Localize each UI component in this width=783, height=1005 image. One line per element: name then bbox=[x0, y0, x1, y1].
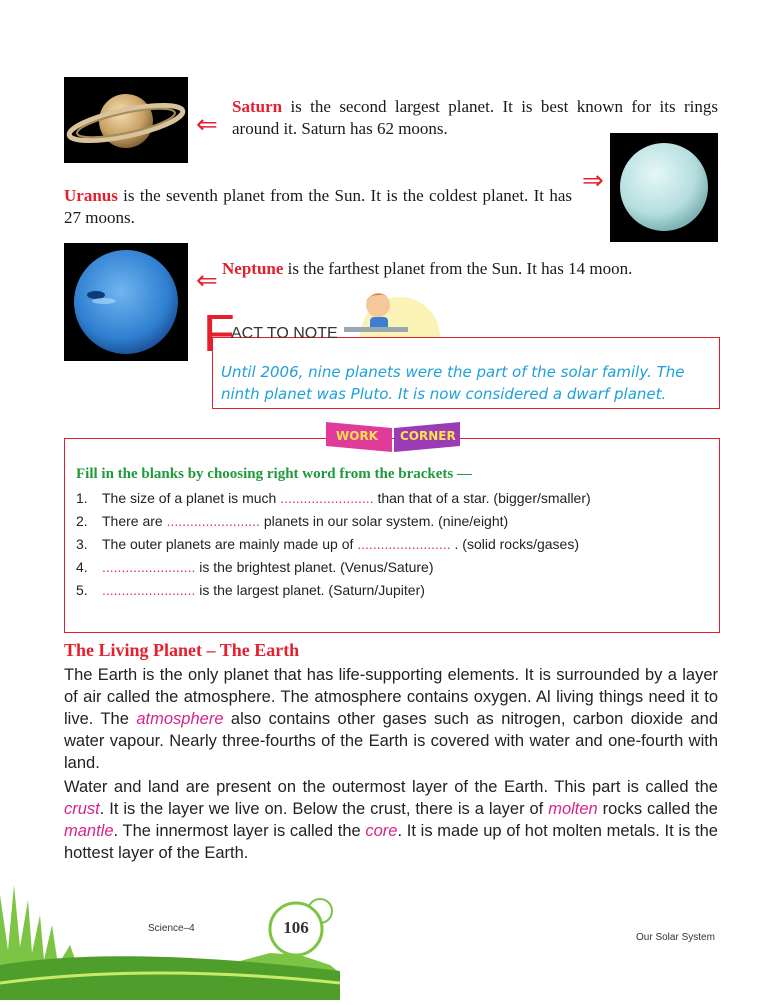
question-item: 3. The outer planets are mainly made up of ........................ . (solid rocks/gases) bbox=[76, 536, 579, 552]
fact-text: Until 2006, nine planets were the part of the solar family. The ninth planet was Pluto. It is now considered a dwarf planet. bbox=[221, 363, 685, 403]
left-arrow-icon: ⇐ bbox=[196, 266, 218, 296]
uranus-description: Uranus is the seventh planet from the Sun. It is the coldest planet. It has 27 moons. bbox=[64, 186, 572, 227]
saturn-name: Saturn bbox=[232, 97, 283, 116]
fact-initial: F bbox=[203, 305, 235, 363]
uranus-illustration bbox=[610, 133, 718, 242]
neptune-name: Neptune bbox=[222, 259, 284, 278]
footer-chapter: Our Solar System bbox=[636, 932, 715, 943]
fact-title: ACT TO NOTE bbox=[231, 325, 338, 342]
work-label: WORK bbox=[336, 429, 378, 443]
question-item: 2. There are ........................ planets in our solar system. (nine/eight) bbox=[76, 513, 509, 529]
earth-paragraph-2: Water and land are present on the outermost layer of the Earth. This part is called the crust. It is the layer we live on. Below the crust, there is a layer of molten rocks called the mantle. The innermost layer is called the core. It is made up of hot molten metals. It is the hottest layer of the Earth. bbox=[64, 778, 718, 862]
work-corner-heading: Fill in the blanks by choosing right word from the brackets — bbox=[76, 466, 472, 482]
earth-paragraph-1: The Earth is the only planet that has life-supporting elements. It is surrounded by a layer of air called the atmosphere. The atmosphere contains oxygen. Al living things need it to live. The atmosphere also contains other gases such as nitrogen, carbon dioxide and water vapour. Nearly three-fourths of the Earth is covered with water and one-fourth with land. bbox=[64, 666, 718, 772]
neptune-image bbox=[64, 243, 188, 361]
saturn-illustration bbox=[64, 77, 188, 163]
page-number: 106 bbox=[283, 918, 309, 937]
question-list bbox=[76, 487, 706, 602]
question-item: 5. ........................ is the largest planet. (Saturn/Jupiter) bbox=[76, 582, 425, 598]
right-arrow-icon: ⇒ bbox=[582, 166, 604, 196]
saturn-image bbox=[64, 77, 188, 163]
uranus-image bbox=[610, 133, 718, 242]
neptune-illustration bbox=[64, 243, 188, 361]
work-corner-badge bbox=[320, 420, 466, 454]
footer-subject: Science–4 bbox=[148, 923, 195, 934]
question-item: 4. ........................ is the brightest planet. (Venus/Sature) bbox=[76, 559, 434, 575]
thinking-boy-illustration bbox=[340, 285, 440, 337]
section-title: The Living Planet – The Earth bbox=[64, 640, 300, 660]
question-item: 1. The size of a planet is much ........................ than that of a star. (bigger/smaller) bbox=[76, 490, 591, 506]
uranus-name: Uranus bbox=[64, 186, 118, 205]
neptune-description: Neptune is the farthest planet from the Sun. It has 14 moon. bbox=[222, 259, 633, 278]
left-arrow-icon: ⇐ bbox=[196, 110, 218, 140]
saturn-description: Saturn is the second largest planet. It is best known for its rings around it. Saturn has 62 moons. bbox=[232, 97, 718, 138]
corner-label: CORNER bbox=[400, 429, 456, 443]
